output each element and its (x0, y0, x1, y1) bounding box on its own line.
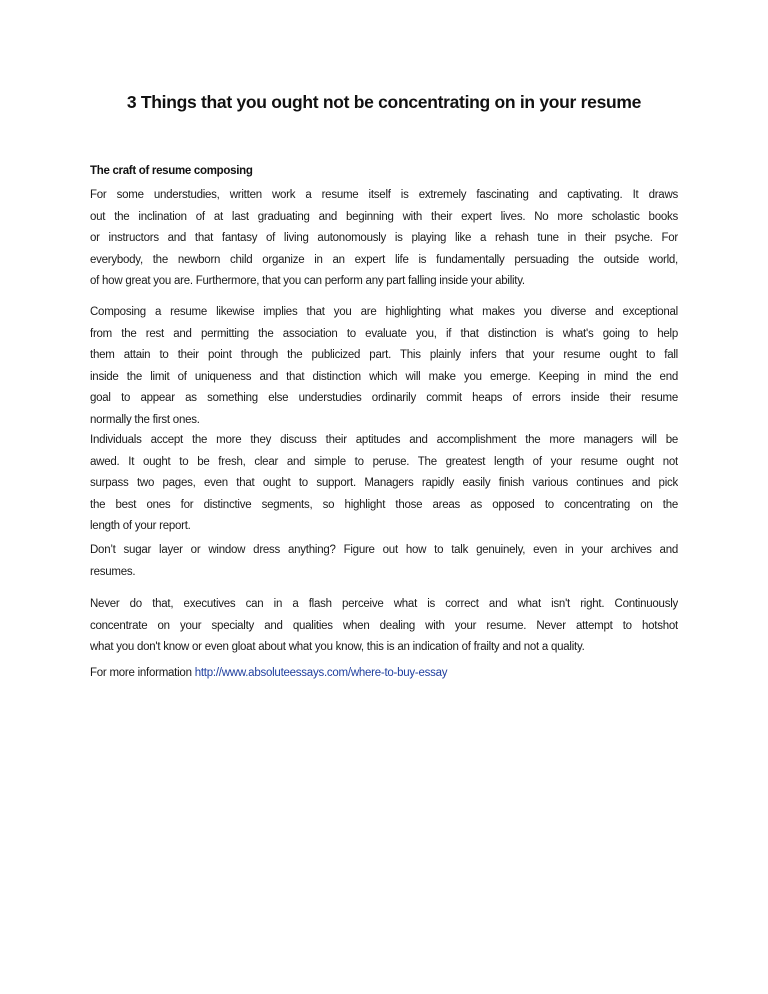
text-line: surpass two pages, even that ought to support. Managers rapidly easily finish various continues and pick (90, 477, 678, 489)
text-line: Never do that, executives can in a flash perceive what is correct and what isn't right. Continuously (90, 598, 678, 610)
text-line: Individuals accept the more they discuss their aptitudes and accomplishment the more managers will be (90, 434, 678, 446)
text-line: Composing a resume likewise implies that you are highlighting what makes you diverse and exceptional (90, 306, 678, 318)
text-line: them attain to their point through the publicized part. This plainly infers that your resume ought to fall (90, 349, 678, 361)
text-line: everybody, the newborn child organize in an expert life is fundamentally persuading the outside world, (90, 253, 678, 266)
text-line: Don’t sugar layer or window dress anything? Figure out how to talk genuinely, even in your archives and (90, 544, 678, 556)
text-line: of how great you are. Furthermore, that you can perform any part falling inside your ability. (90, 275, 525, 287)
paragraph-2 (90, 302, 678, 431)
text-line: For some understudies, written work a resume itself is extremely fascinating and captivating. It draws (90, 189, 678, 201)
document-title: 3 Things that you ought not be concentrating on in your resume (126, 92, 642, 112)
more-info-link[interactable]: http://www.absoluteessays.com/where-to-buy-essay (194, 667, 448, 679)
text-line: or instructors and that fantasy of living autonomously is playing like a rehash tune in their psyche. For (90, 232, 678, 244)
text-line: what you don't know or even gloat about what you know, this is an indication of frailty and not a quality. (90, 641, 585, 653)
text-line: resumes. (90, 565, 136, 578)
text-line: the best ones for distinctive segments, so highlight those areas as opposed to concentrating on the (90, 498, 678, 511)
text-line: awed. It ought to be fresh, clear and simple to peruse. The greatest length of your resume ought not (90, 455, 678, 468)
text-line: inside the limit of uniqueness and that distinction which will make you emerge. Keeping in mind the end (90, 370, 678, 383)
text-line: concentrate on your specialty and qualities when dealing with your resume. Never attempt to hotshot (90, 619, 678, 632)
text-line: normally the first ones. (90, 413, 200, 426)
more-info-label: For more information (90, 667, 195, 679)
text-line: from the rest and permitting the association to evaluate you, if that distinction is what's going to help (90, 327, 678, 340)
paragraph-1 (90, 185, 678, 293)
paragraph-4 (90, 540, 678, 583)
text-line: goal to appear as something else understudies ordinarily commit heaps of errors inside their resume (90, 392, 678, 404)
text-line: length of your report. (90, 520, 191, 532)
section-heading: The craft of resume composing (90, 165, 253, 177)
paragraph-5 (90, 594, 678, 659)
more-info-line (90, 663, 678, 685)
paragraph-3 (90, 430, 678, 538)
text-line: out the inclination of at last graduating and beginning with their expert lives. No more scholastic books (90, 210, 678, 223)
